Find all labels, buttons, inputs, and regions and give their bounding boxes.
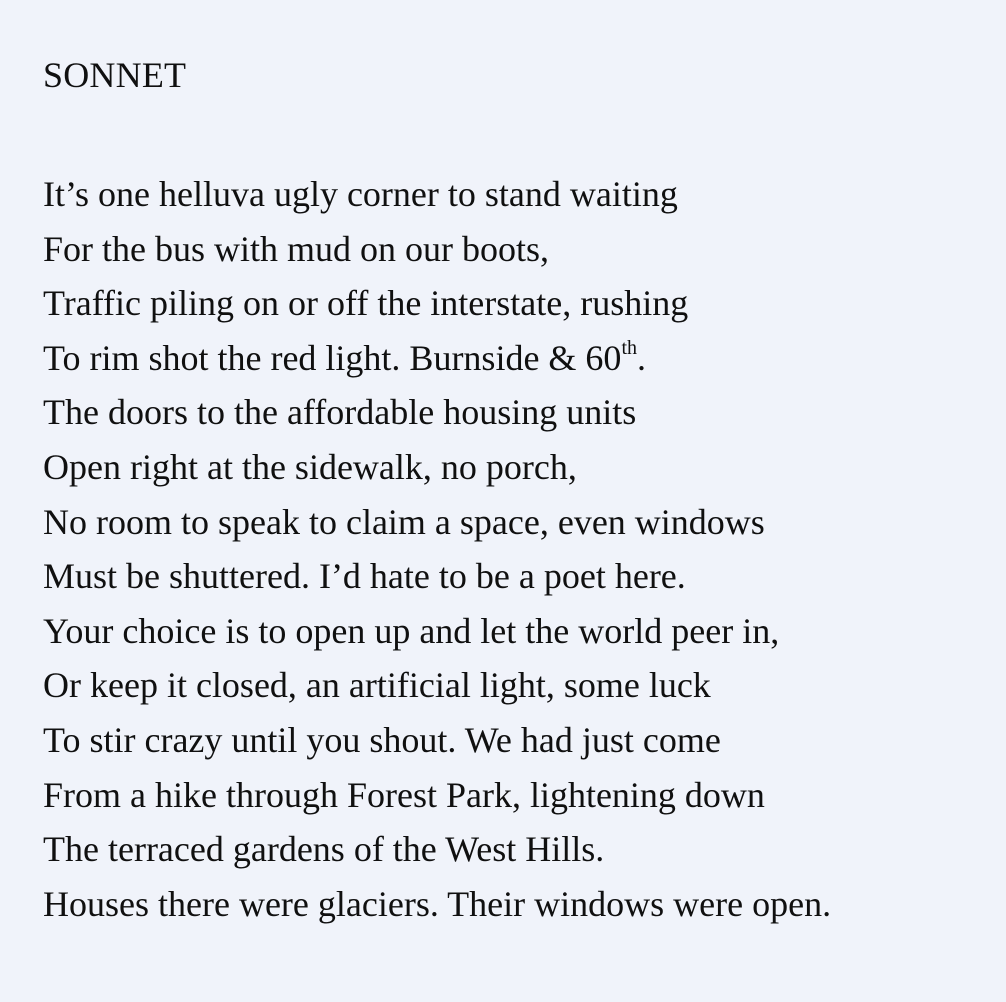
poem-line-10: Or keep it closed, an artificial light, some luck xyxy=(43,665,711,706)
poem-line-4 xyxy=(43,331,983,386)
poem-line-12: From a hike through Forest Park, lightening down xyxy=(43,774,765,815)
poem-page xyxy=(43,57,983,931)
poem-body xyxy=(43,167,983,931)
poem-line-13: The terraced gardens of the West Hills. xyxy=(43,829,605,870)
poem-line-4-text: To rim shot the red light. Burnside & 60 xyxy=(43,337,622,378)
poem-line-8: Must be shuttered. I’d hate to be a poet here. xyxy=(43,556,686,597)
poem-line-9: Your choice is to open up and let the world peer in, xyxy=(43,610,780,651)
ordinal-suffix: th xyxy=(621,336,637,359)
poem-line-14: Houses there were glaciers. Their windows were open. xyxy=(43,883,832,924)
poem-line-3: Traffic piling on or off the interstate, rushing xyxy=(43,283,689,324)
poem-line-4-end: . xyxy=(637,337,646,378)
poem-line-7: No room to speak to claim a space, even windows xyxy=(43,501,765,542)
poem-line-11: To stir crazy until you shout. We had just come xyxy=(43,719,721,760)
poem-line-5: The doors to the affordable housing units xyxy=(43,392,637,433)
poem-line-6: Open right at the sidewalk, no porch, xyxy=(43,446,577,487)
poem-line-2: For the bus with mud on our boots, xyxy=(43,228,550,269)
poem-line-1: It’s one helluva ugly corner to stand waiting xyxy=(43,174,678,214)
poem-title: SONNET xyxy=(43,55,187,95)
